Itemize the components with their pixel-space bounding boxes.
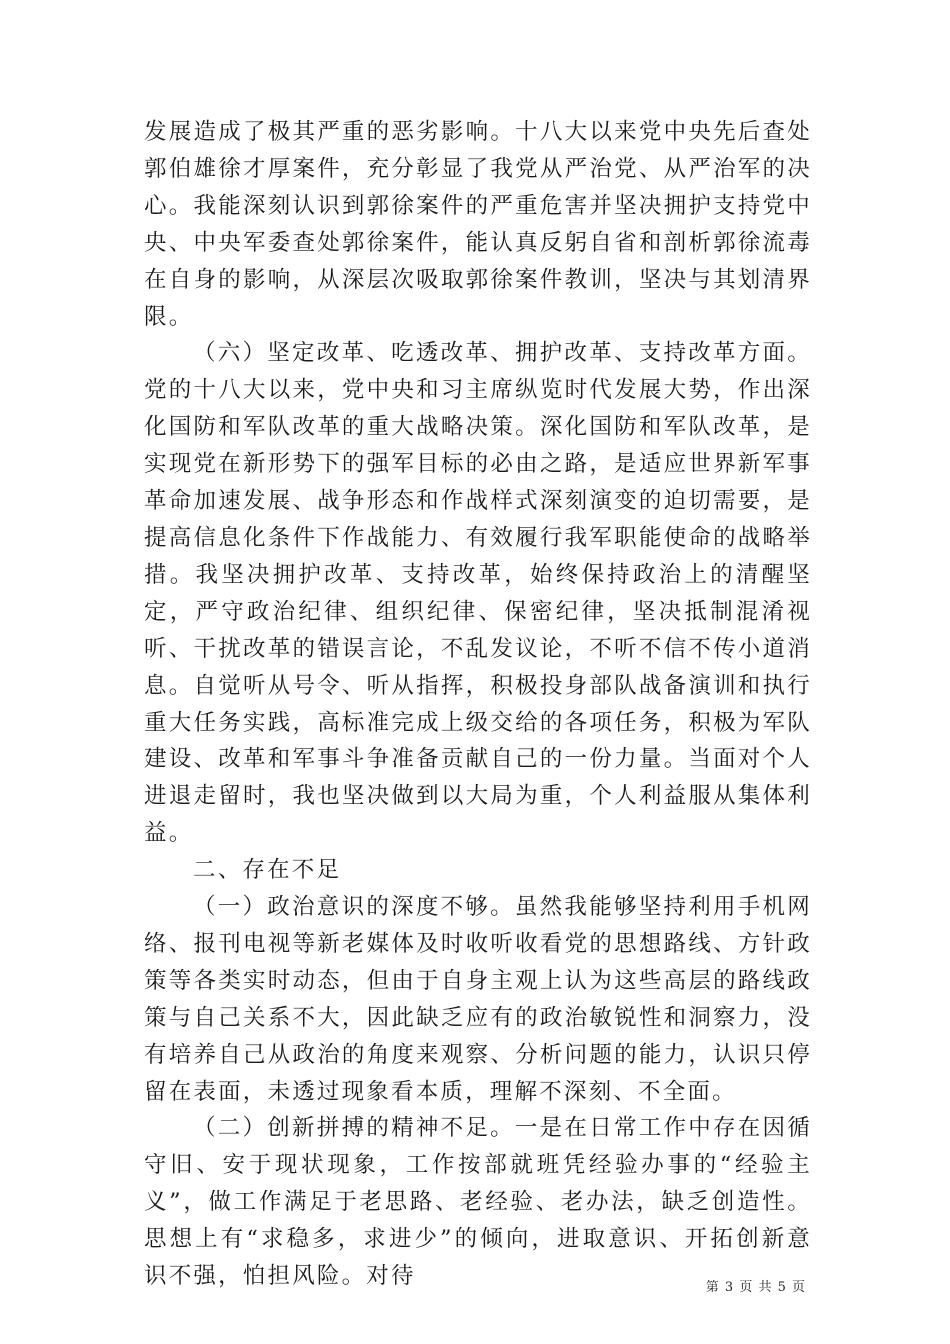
paragraph-political-awareness: （一）政治意识的深度不够。虽然我能够坚持利用手机网络、报刊电视等新老媒体及时收听收看党的思想路线、方针政策等各类实时动态，但由于自身主观上认为这些高层的路线政策与自己关系不大，因此缺乏应有的政治敏锐性和洞察力，没有培养自己从政治的角度来观察、分析问题的能力，认识只停留在表面，未透过现象看本质，理解不深刻、不全面。 [144, 894, 812, 1105]
paragraph-reform: （六）坚定改革、吃透改革、拥护改革、支持改革方面。党的十八大以来，党中央和习主席纵览时代发展大势，作出深化国防和军队改革的重大战略决策。深化国防和军队改革，是实现党在新形势下的强军目标的必由之路，是适应世界新军事革命加速发展、战争形态和作战样式深刻演变的迫切需要，是提高信息化条件下作战能力、有效履行我军职能使命的战略举措。我坚决拥护改革、支持改革，始终保持政治上的清醒坚定，严守政治纪律、组织纪律、保密纪律，坚决抵制混淆视听、干扰改革的错误言论，不乱发议论，不听不信不传小道消息。自觉听从号令、听从指挥，积极投身部队战备演训和执行重大任务实践，高标准完成上级交给的各项任务，积极为军队建设、改革和军事斗争准备贡献自己的一份力量。当面对个人进退走留时，我也坚决做到以大局为重，个人利益服从集体利益。 [144, 340, 812, 847]
document-body [144, 114, 812, 1295]
paragraph-continuation: 发展造成了极其严重的恶劣影响。十八大以来党中央先后查处郭伯雄徐才厚案件，充分彰显了我党从严治党、从严治军的决心。我能深刻认识到郭徐案件的严重危害并坚决拥护支持党中央、中央军委查处郭徐案件，能认真反躬自省和剖析郭徐流毒在自身的影响，从深层次吸取郭徐案件教训，坚决与其划清界限。 [144, 119, 812, 330]
page-number: 第 3 页 共 5 页 [705, 1280, 806, 1295]
paragraph-innovation: （二）创新拼搏的精神不足。一是在日常工作中存在因循守旧、安于现状现象，工作按部就班凭经验办事的“经验主义”，做工作满足于老思路、老经验、老办法，缺乏创造性。思想上有“求稳多，求进少”的倾向，进取意识、开拓创新意识不强，怕担风险。对待 [144, 1115, 812, 1290]
section-heading: 二、存在不足 [193, 857, 342, 884]
